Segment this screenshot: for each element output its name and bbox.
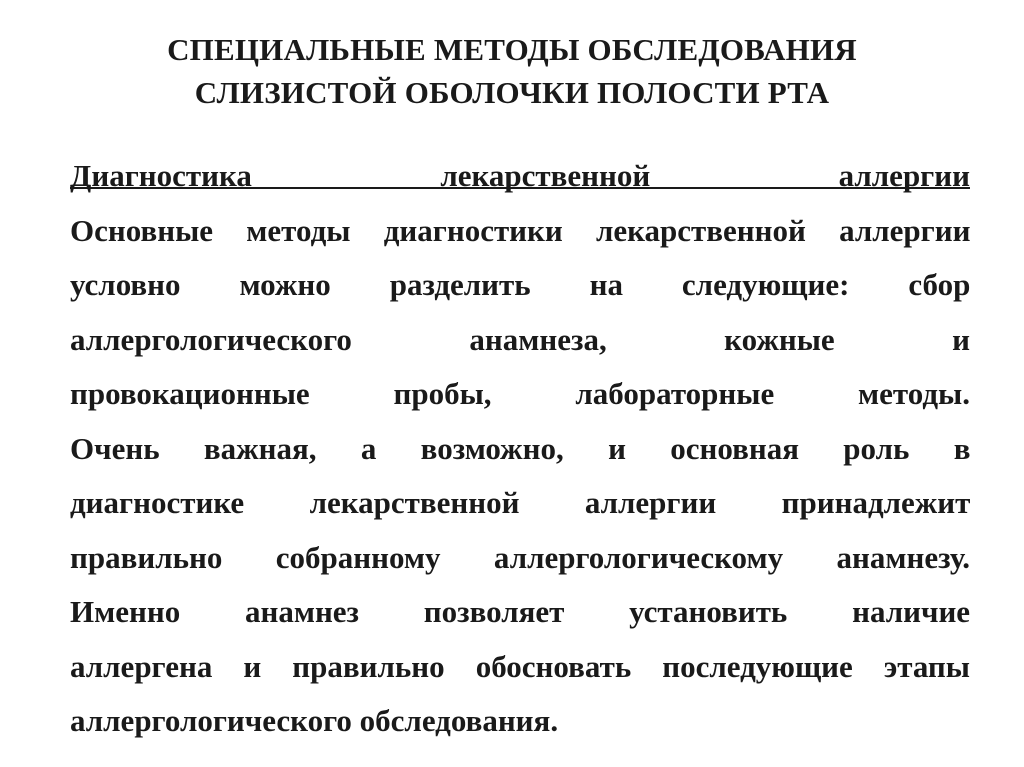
paragraph-line: аллергологического анамнеза, кожные и [70, 321, 970, 357]
paragraph-line: аллергологического обследования. [70, 703, 559, 738]
slide-title-line-1: СПЕЦИАЛЬНЫЕ МЕТОДЫ ОБСЛЕДОВАНИЯ [167, 32, 857, 67]
slide-title [0, 28, 1024, 114]
slide-title-line-2: СЛИЗИСТОЙ ОБОЛОЧКИ ПОЛОСТИ РТА [194, 75, 830, 110]
paragraph-line: Именно анамнез позволяет установить наличие [70, 594, 971, 629]
paragraph-line: условно можно разделить на следующие: сбор [70, 267, 971, 302]
paragraph-line: провокационные пробы, лабораторные методы. [70, 376, 970, 411]
paragraph-line: Очень важная, а возможно, и основная роль в [70, 430, 971, 466]
section-heading: Диагностика лекарственной аллергии [70, 149, 970, 204]
paragraph-line: аллергена и правильно обосновать последующие этапы [70, 648, 970, 684]
paragraph-line: Основные методы диагностики лекарственной аллергии [70, 212, 971, 248]
paragraph-line: диагностике лекарственной аллергии принадлежит [70, 485, 971, 520]
paragraph-line: правильно собранному аллергологическому анамнезу. [70, 539, 971, 575]
body-text [70, 149, 970, 749]
